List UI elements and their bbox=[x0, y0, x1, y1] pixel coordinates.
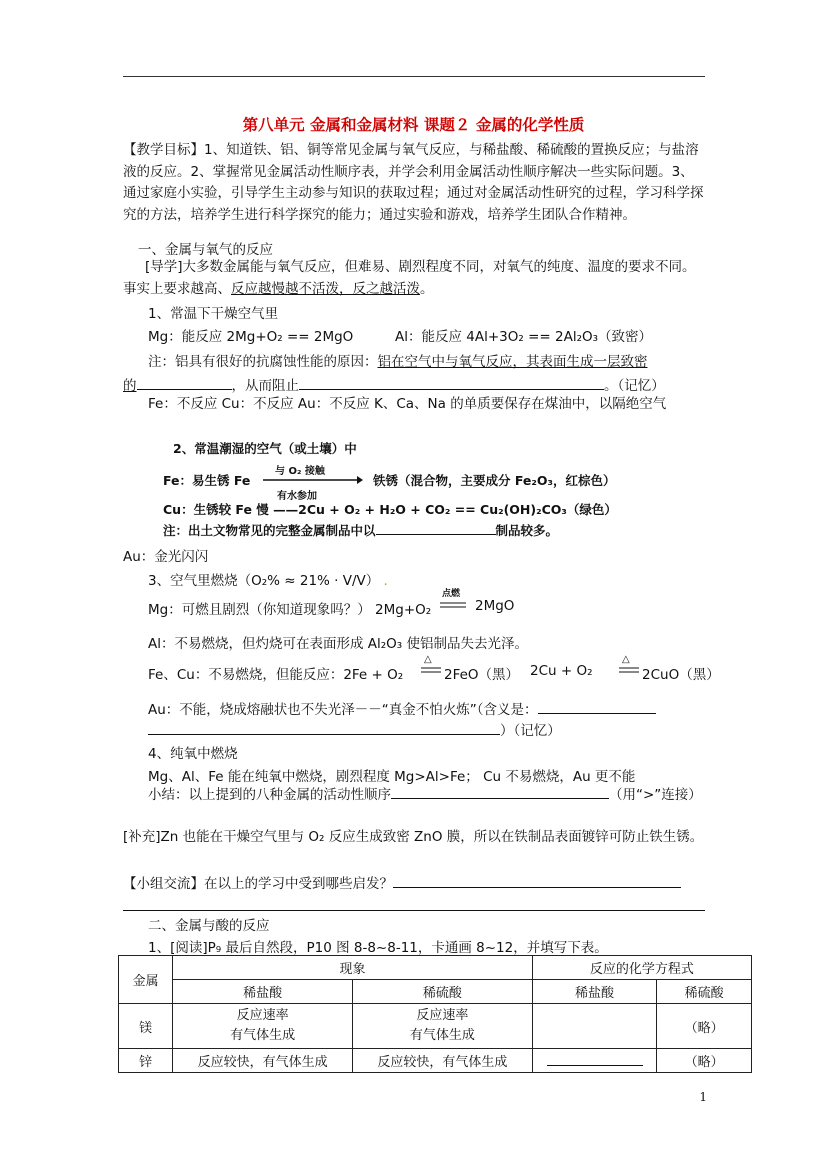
ignite-condition: 点燃 bbox=[442, 589, 461, 599]
table-cell-h2so4: 反应速率 有气体生成 bbox=[353, 1004, 533, 1049]
equals-sign-icon bbox=[440, 601, 466, 609]
no-reaction-metals: Fe：不反应 Cu：不反应 Au：不反应 K、Ca、Na 的单质要保存在煤油中，以隔绝空气 bbox=[148, 396, 667, 412]
equals-sign-icon bbox=[619, 666, 639, 674]
cu-rust-line: Cu：生锈较 Fe 慢 ——2Cu + O₂ + H₂O + CO₂ == Cu₂(OH)₂CO₃（绿色） bbox=[163, 502, 617, 517]
guide-underlined: 反应越慢越不活泼，反之越活泼 bbox=[231, 280, 420, 297]
page-title: 第八单元 金属和金属材料 课题２ 金属的化学性质 bbox=[242, 115, 585, 134]
objectives-label: 【教学目标】 bbox=[123, 142, 204, 158]
arrow-top-label: 与 O₂ 接触 bbox=[275, 466, 325, 477]
box-heading: 2、常温潮湿的空气（或土壤）中 bbox=[173, 441, 357, 456]
table-header-equation: 反应的化学方程式 bbox=[532, 956, 751, 980]
section1-heading: 一、金属与氧气的反应 bbox=[138, 242, 273, 258]
au-shine: Au：金光闪闪 bbox=[123, 549, 209, 565]
mg-reaction: Mg：能反应 2Mg+O₂ == 2MgO bbox=[148, 329, 354, 345]
fe-rust-label: Fe：易生锈 Fe bbox=[163, 473, 251, 488]
acid-reaction-table bbox=[118, 955, 752, 1073]
cu-burn-eq: 2Cu + O₂ bbox=[530, 663, 593, 679]
page-number: 1 bbox=[699, 1090, 707, 1104]
artifact-note: 注：出土文物常见的完整金属制品中以 制品较多。 bbox=[163, 523, 559, 538]
table-header-eq-h2so4: 稀硫酸 bbox=[657, 980, 752, 1004]
fill-blank[interactable] bbox=[391, 784, 609, 799]
table-cell-eq-h2so4: （略） bbox=[657, 1049, 752, 1073]
fill-blank[interactable] bbox=[148, 720, 500, 735]
table-cell-eq-h2so4: （略） bbox=[657, 1004, 752, 1049]
mg-burn-line: Mg：可燃且剧烈（你知道现象吗？） 2Mg+O₂ bbox=[148, 602, 432, 618]
fill-blank[interactable] bbox=[547, 1051, 643, 1066]
table-cell-hcl: 反应较快，有气体生成 bbox=[173, 1049, 353, 1073]
au-burn-line: Au：不能，烧成熔融状也不失光泽－－“真金不怕火炼”（含义是： bbox=[148, 698, 656, 718]
summary-line: 小结：以上提到的八种金属的活动性顺序 （用“>”连接） bbox=[123, 784, 705, 807]
answer-line[interactable] bbox=[123, 896, 705, 911]
fill-blank[interactable] bbox=[137, 375, 232, 390]
fill-blank[interactable] bbox=[393, 873, 681, 888]
table-header-phenomenon: 现象 bbox=[173, 956, 533, 980]
sub-heading-dry-air: 1、常温下干燥空气里 bbox=[148, 306, 279, 322]
equals-sign-icon bbox=[421, 666, 441, 674]
objectives-paragraph bbox=[123, 140, 705, 226]
pure-oxygen-line: Mg、Al、Fe 能在纯氧中燃烧，剧烈程度 Mg>Al>Fe； Cu 不易燃烧，Au 更不能 bbox=[148, 769, 636, 785]
heat-icon: △ bbox=[622, 654, 630, 665]
arrow-bottom-label: 有水参加 bbox=[277, 491, 317, 502]
table-header-h2so4: 稀硫酸 bbox=[353, 980, 533, 1004]
sub-heading-pure-oxygen: 4、纯氧中燃烧 bbox=[148, 746, 238, 762]
table-cell-eq-hcl[interactable] bbox=[532, 1004, 656, 1049]
table-header-metal: 金属 bbox=[119, 956, 173, 1004]
al-note-line1: 注：铝具有很好的抗腐蚀性能的原因：铝在空气中与氧气反应，其表面生成一层致密 bbox=[148, 354, 648, 370]
table-cell-hcl: 反应速率 有气体生成 bbox=[173, 1004, 353, 1049]
cuo-product: 2CuO（黑） bbox=[642, 667, 720, 683]
table-cell-h2so4: 反应较快，有气体生成 bbox=[353, 1049, 533, 1073]
table-cell-metal: 镁 bbox=[119, 1004, 173, 1049]
objectives-text: 1、知道铁、铝、铜等常见金属与氧气反应，与稀盐酸、稀硫酸的置换反应；与盐溶液的反应。2、掌握常见金属活动性顺序表，并学会利用金属活动性顺序解决一些实际问题。3、通过家庭小实验，引导学生主动参与知识的获取过程；通过对金属活动性研究的过程，学习科学探究的方法，培养学生进行科学探究的能力；通过实验和游戏，培养学生团队合作精神。 bbox=[123, 142, 704, 223]
section2-heading: 二、金属与酸的反应 bbox=[148, 918, 270, 934]
heat-icon: △ bbox=[424, 654, 432, 665]
table-cell-metal: 锌 bbox=[119, 1049, 173, 1073]
fe-rust-result: 铁锈（混合物，主要成分 Fe₂O₃，红棕色） bbox=[373, 473, 616, 488]
table-row bbox=[119, 1049, 752, 1073]
group-exchange: 【小组交流】在以上的学习中受到哪些启发？ bbox=[123, 872, 681, 892]
sub-heading-burning: 3、空气里燃烧（O₂% ≈ 21% · V/V） . bbox=[148, 573, 388, 589]
al-reaction: Al：能反应 4Al+3O₂ == 2Al₂O₃（致密） bbox=[395, 329, 653, 345]
fill-blank[interactable] bbox=[376, 521, 496, 535]
mg-burn-product: 2MgO bbox=[475, 598, 515, 614]
fill-blank[interactable] bbox=[538, 699, 656, 714]
reading-instruction: 1、[阅读]P₉ 最后自然段，P10 图 8-8~8-11，卡通画 8~12，并填写下表。 bbox=[148, 940, 608, 956]
guide-paragraph: [导学]大多数金属能与氧气反应，但难易、剧烈程度不同，对氧气的纯度、温度的要求不同。事实上要求越高、反应越慢越不活泼，反之越活泼。 bbox=[123, 259, 696, 297]
reaction-arrow-icon bbox=[263, 475, 363, 485]
supplement-paragraph: [补充]Zn 也能在干燥空气里与 O₂ 反应生成致密 ZnO 膜，所以在铁制品表面镀锌可防止铁生锈。 bbox=[123, 829, 704, 845]
au-burn-line2: ）（记忆） bbox=[148, 719, 561, 739]
al-burn-line: Al：不易燃烧，但灼烧可在表面形成 Al₂O₃ 使铝制品失去光泽。 bbox=[148, 636, 529, 652]
feo-product: 2FeO（黑） bbox=[444, 667, 520, 683]
table-header-hcl: 稀盐酸 bbox=[173, 980, 353, 1004]
table-header-eq-hcl: 稀盐酸 bbox=[532, 980, 656, 1004]
table-cell-eq-hcl[interactable] bbox=[532, 1049, 656, 1073]
table-row bbox=[119, 1004, 752, 1049]
humid-air-box bbox=[163, 437, 617, 539]
fill-blank[interactable] bbox=[299, 375, 604, 390]
al-note-line2: 的 ，从而阻止 。（记忆） bbox=[123, 374, 665, 394]
fecu-burn-line: Fe、Cu：不易燃烧，但能反应：2Fe + O₂ bbox=[148, 667, 404, 683]
header-rule bbox=[123, 76, 705, 77]
